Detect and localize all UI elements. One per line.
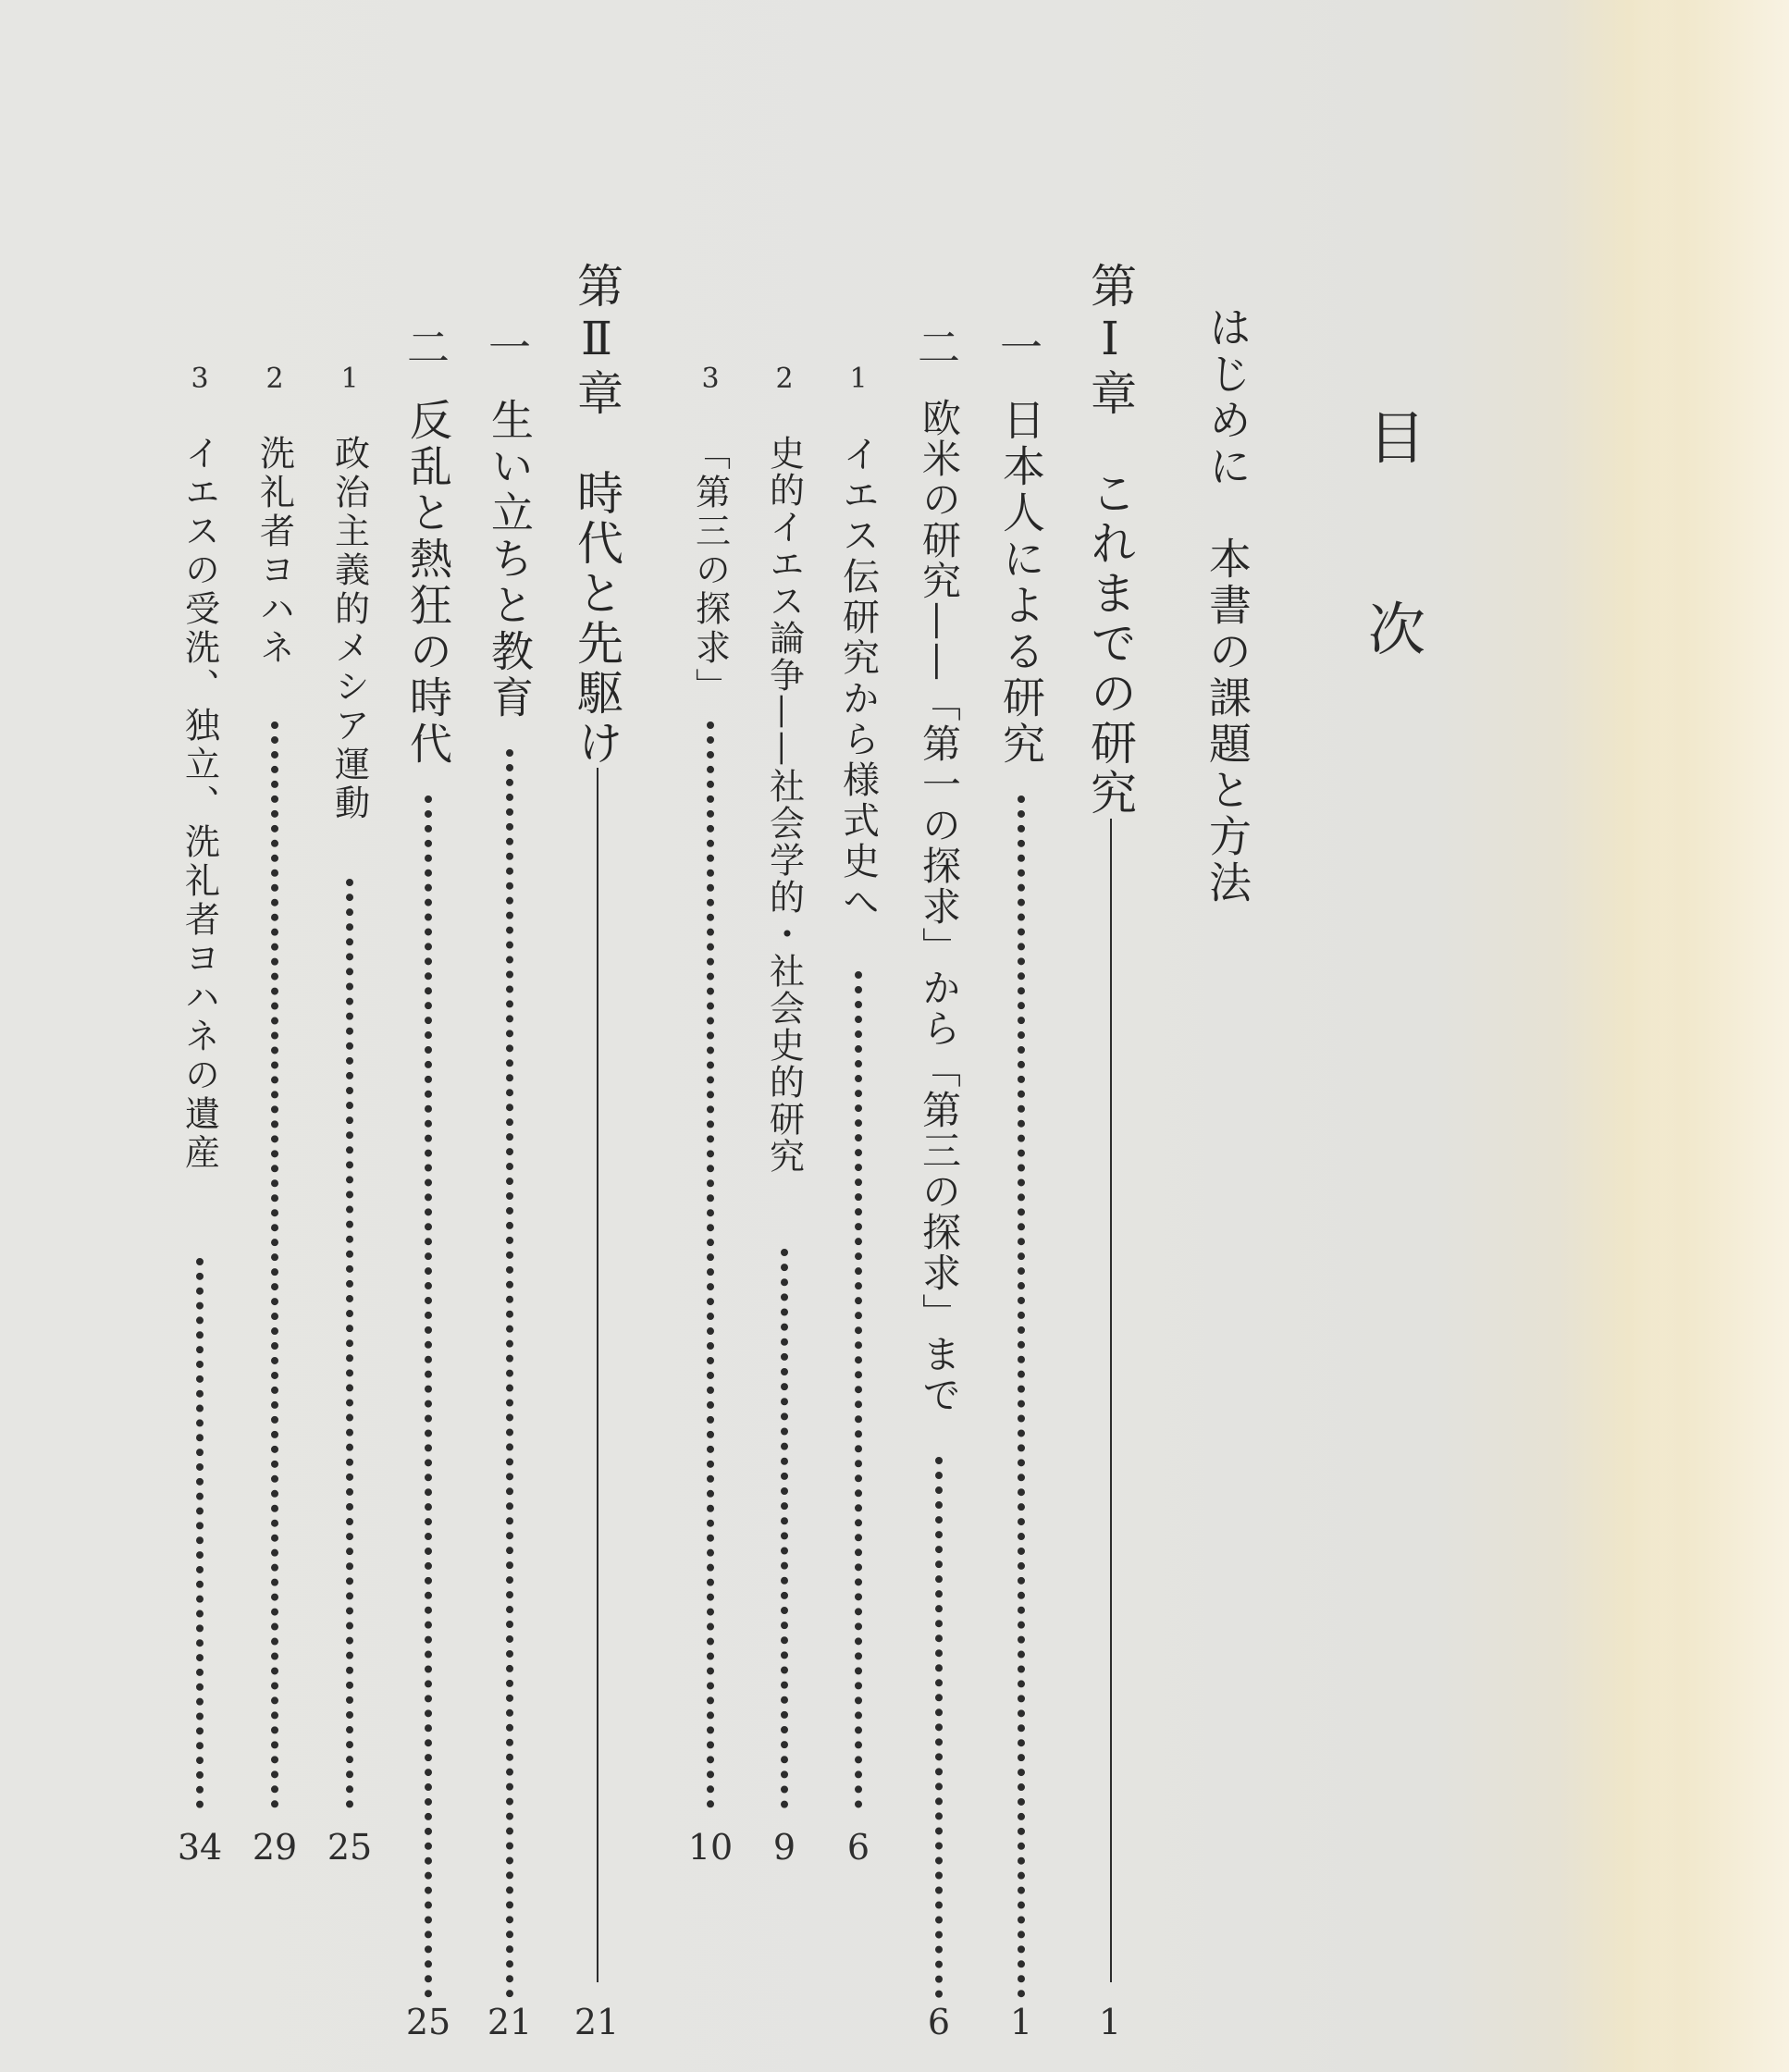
ch2-item1-num: 1: [340, 363, 359, 395]
ch1-sec1-num: 一: [1000, 323, 1043, 373]
chapter2-page: 21: [574, 2002, 620, 2042]
chapter1-page: 1: [1098, 2002, 1122, 2042]
ch2-sec1-leader: [506, 749, 513, 1998]
toc-entry-ch1-sec2[interactable]: [902, 0, 976, 2072]
ch1-item1-label: イエス伝研究から様式史へ: [836, 435, 880, 923]
ch2-item2-num: 2: [265, 363, 284, 395]
ch2-item2-leader: [271, 722, 278, 1808]
ch2-sec1-num: 一: [488, 323, 531, 373]
ch1-item1-num: 1: [849, 363, 868, 395]
ch1-item3-page: 10: [687, 1827, 734, 1868]
toc-title-char-1: 目: [1367, 404, 1425, 472]
toc-entry-ch1-sec1[interactable]: [984, 0, 1058, 2072]
ch1-sec1-leader: [1018, 796, 1025, 1998]
chapter2-label: 第Ⅱ章 時代と先駆け: [570, 262, 623, 769]
intro-label: はじめに 本書の課題と方法: [1203, 305, 1252, 906]
toc-entry-intro[interactable]: [1191, 0, 1265, 2072]
ch2-item3-leader: [196, 1258, 204, 1808]
toc-entry-ch1-item1[interactable]: [821, 0, 895, 2072]
chapter2-rule: [597, 768, 598, 1982]
ch2-sec2-label: 反乱と熱狂の時代: [403, 398, 453, 768]
ch2-item3-page: 34: [177, 1827, 223, 1868]
ch1-sec2-label: 欧米の研究——「第一の探求」から「第三の探求」まで: [917, 398, 962, 1415]
ch2-sec2-num: 二: [407, 323, 450, 373]
toc-entry-ch1-item3[interactable]: [673, 0, 747, 2072]
ch2-item3-label: イエスの受洗、独立、洗礼者ヨハネの遺産: [179, 435, 220, 1173]
ch1-sec2-page: 6: [927, 2002, 951, 2042]
ch2-sec1-page: 21: [487, 2002, 533, 2042]
toc-entry-ch1-item2[interactable]: [747, 0, 821, 2072]
ch1-item1-leader: [855, 971, 862, 1808]
ch1-item2-label: 史的イエス論争——社会学的・社会史的研究: [763, 435, 805, 1175]
ch2-item3-num: 3: [191, 363, 209, 395]
toc-entry-ch2-sec2[interactable]: [391, 0, 465, 2072]
ch1-item3-num: 3: [701, 363, 720, 395]
toc-title-char-2: 次: [1367, 596, 1425, 663]
ch1-item2-num: 2: [775, 363, 794, 395]
ch1-item3-leader: [707, 722, 714, 1808]
toc-entry-ch2-item2[interactable]: [238, 0, 312, 2072]
ch2-sec1-label: 生い立ちと教育: [485, 398, 535, 722]
ch2-item1-leader: [346, 879, 353, 1808]
ch2-item2-label: 洗礼者ヨハネ: [253, 435, 295, 668]
toc-entry-ch2-item1[interactable]: [313, 0, 387, 2072]
toc-entry-chapter1[interactable]: [1073, 0, 1147, 2072]
toc-entry-chapter2[interactable]: [560, 0, 634, 2072]
ch1-sec2-num: 二: [918, 323, 960, 373]
ch2-item2-page: 29: [252, 1827, 298, 1868]
toc-entry-ch2-item3[interactable]: [163, 0, 237, 2072]
chapter1-label: 第Ⅰ章 これまでの研究: [1083, 262, 1137, 819]
ch1-sec1-page: 1: [1009, 2002, 1033, 2042]
ch1-item2-page: 9: [772, 1827, 796, 1868]
ch2-item1-page: 25: [327, 1827, 373, 1868]
page-edge: [1637, 0, 1789, 2072]
ch2-sec2-page: 25: [405, 2002, 451, 2042]
ch1-item2-leader: [781, 1249, 788, 1808]
chapter1-rule: [1110, 819, 1112, 1982]
toc-entry-ch2-sec1[interactable]: [473, 0, 547, 2072]
ch2-item1-label: 政治主義的メシア運動: [328, 435, 370, 823]
ch1-sec1-label: 日本人による研究: [996, 398, 1046, 768]
ch1-sec2-leader: [935, 1457, 943, 1998]
ch1-item3-label: 「第三の探求」: [689, 435, 731, 707]
ch1-item1-page: 6: [846, 1827, 870, 1868]
ch2-sec2-leader: [425, 796, 432, 1998]
